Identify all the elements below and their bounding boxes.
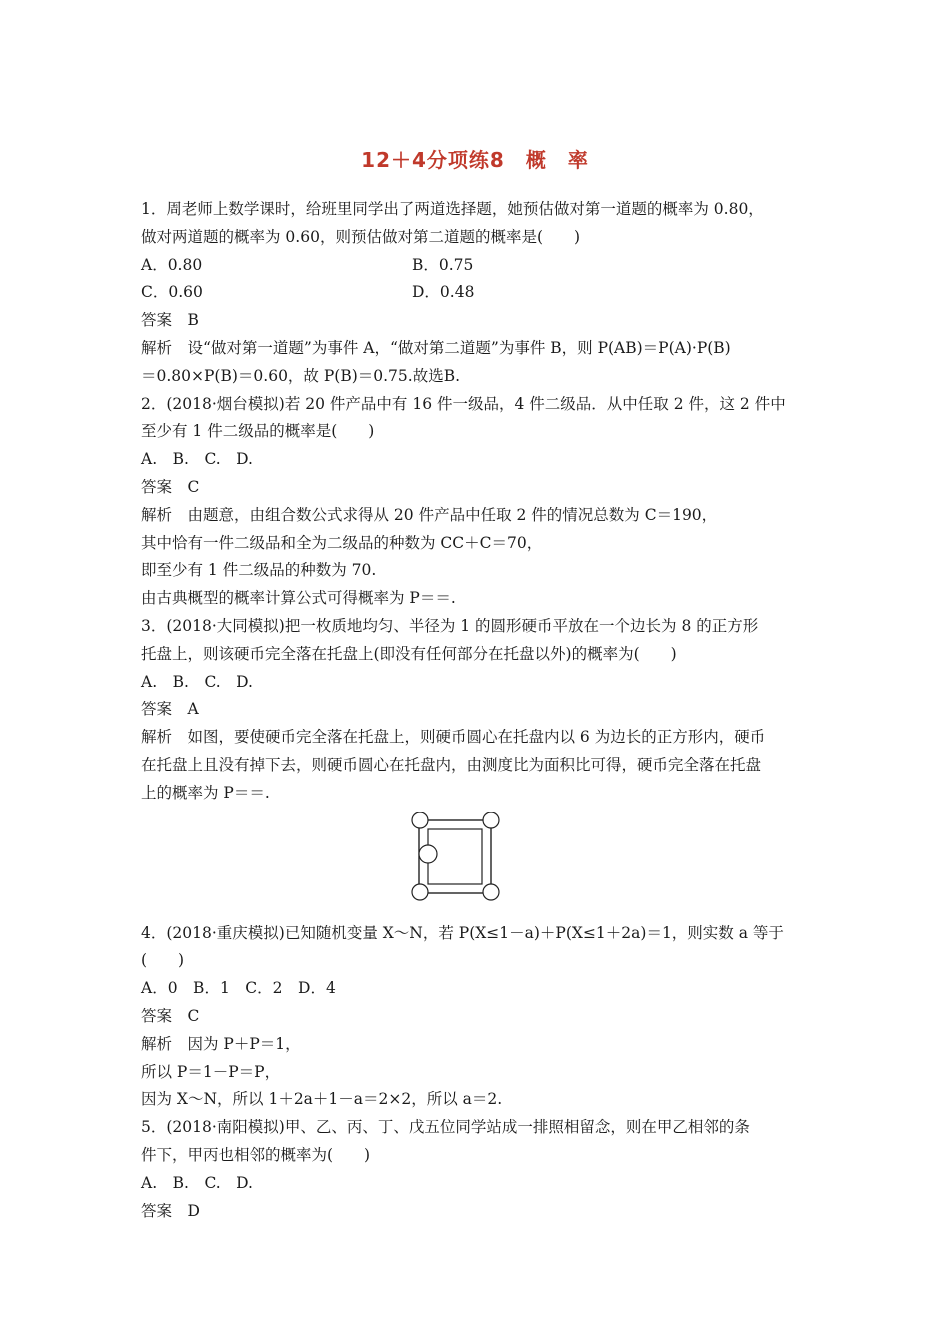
options-row — [141, 252, 811, 280]
question-1 — [141, 196, 811, 391]
analysis: 其中恰有一件二级品和全为二级品的种数为 CC＋C＝70， — [141, 533, 543, 552]
question-2 — [141, 391, 811, 613]
analysis: 解析 如图，要使硬币完全落在托盘上，则硬币圆心在托盘内以 6 为边长的正方形内，硬币 — [141, 728, 766, 747]
option-b: B．0.75 — [412, 255, 474, 274]
coin-circle — [419, 845, 437, 863]
tray-diagram — [409, 812, 509, 908]
analysis: 上的概率为 P＝＝. — [141, 783, 270, 802]
options-row: A. B. C. D. — [141, 1173, 253, 1192]
question-list — [141, 196, 811, 1225]
question-stem: 2．(2018·烟台模拟)若 20 件产品中有 16 件一级品，4 件二级品．从中任取 2 件，这 2 件中 — [141, 394, 786, 413]
question-stem: 托盘上，则该硬币完全落在托盘上(即没有任何部分在托盘以外)的概率为( ) — [141, 644, 677, 663]
analysis: 由古典概型的概率计算公式可得概率为 P＝＝. — [141, 589, 456, 608]
analysis: 所以 P＝1－P＝P， — [141, 1062, 281, 1081]
coin-tray-figure — [141, 812, 811, 912]
coin-circle — [412, 812, 428, 828]
options-row: A. B. C. D. — [141, 672, 253, 691]
options-row: A．0 B．1 C．2 D．4 — [141, 979, 336, 998]
answer: 答案 A — [141, 700, 199, 719]
question-stem: ( ) — [141, 951, 185, 970]
coin-circle — [412, 884, 428, 900]
coin-circle — [483, 812, 499, 828]
question-stem: 3．(2018·大同模拟)把一枚质地均匀、半径为 1 的圆形硬币平放在一个边长为 8 的正方形 — [141, 616, 759, 635]
analysis: 解析 因为 P＋P＝1， — [141, 1034, 301, 1053]
question-stem: 做对两道题的概率为 0.60，则预估做对第二道题的概率是( ) — [141, 227, 581, 246]
option-c: C．0.60 — [141, 283, 203, 302]
page-title: 12＋4分项练8 概 率 — [361, 148, 589, 172]
answer: 答案 D — [141, 1201, 200, 1220]
question-stem: 1．周老师上数学课时，给班里同学出了两道选择题，她预估做对第一道题的概率为 0.80， — [141, 200, 764, 218]
options-row: A. B. C. D. — [141, 450, 253, 469]
answer: 答案 C — [141, 1006, 200, 1025]
question-5 — [141, 1114, 811, 1225]
analysis: ＝0.80×P(B)＝0.60，故 P(B)＝0.75.故选B. — [141, 366, 461, 385]
question-3 — [141, 613, 811, 912]
analysis: 解析 设“做对第一道题”为事件 A，“做对第二道题”为事件 B，则 P(AB)＝P(A)·P(B) — [141, 338, 731, 357]
coin-circle — [483, 884, 499, 900]
analysis: 解析 由题意，由组合数公式求得从 20 件产品中任取 2 件的情况总数为 C＝190， — [141, 505, 718, 524]
analysis: 即至少有 1 件二级品的种数为 70. — [141, 561, 377, 580]
question-stem: 件下，甲丙也相邻的概率为( ) — [141, 1145, 371, 1164]
option-d: D．0.48 — [412, 283, 475, 302]
options-row — [141, 279, 811, 307]
analysis: 因为 X～N，所以 1＋2a＋1－a＝2×2，所以 a＝2. — [141, 1090, 503, 1109]
option-a: A．0.80 — [141, 255, 203, 274]
question-stem: 5．(2018·南阳模拟)甲、乙、丙、丁、戊五位同学站成一排照相留念，则在甲乙相邻的条 — [141, 1118, 750, 1137]
analysis: 在托盘上且没有掉下去，则硬币圆心在托盘内，由测度比为面积比可得，硬币完全落在托盘 — [141, 755, 762, 774]
answer: 答案 C — [141, 477, 200, 496]
answer: 答案 B — [141, 311, 199, 330]
question-stem: 4．(2018·重庆模拟)已知随机变量 X～N，若 P(X≤1－a)＋P(X≤1＋2a)＝1，则实数 a 等于 — [141, 923, 784, 942]
question-4 — [141, 920, 811, 1115]
question-stem: 至少有 1 件二级品的概率是( ) — [141, 422, 375, 441]
